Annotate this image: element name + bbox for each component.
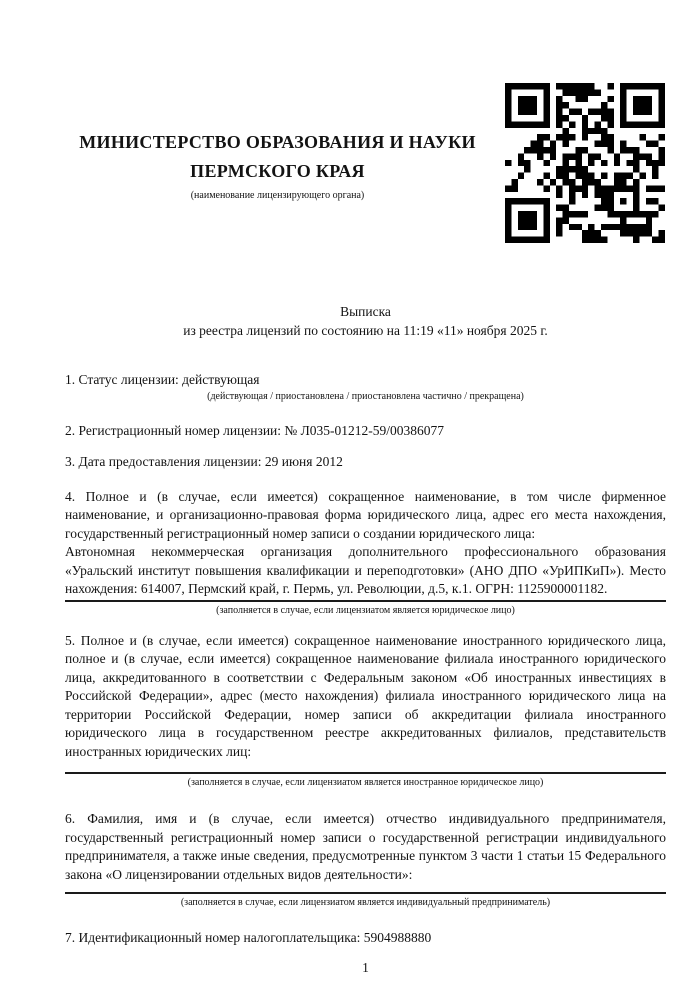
individual-empty-value [65, 884, 666, 891]
foreign-entity-empty-value [65, 761, 666, 771]
field-registration-number: 2. Регистрационный номер лицензии: № Л035-01212-59/00386077 [65, 422, 445, 438]
page-number: 1 [362, 959, 369, 975]
document-title-line1: Выписка [340, 304, 391, 319]
individual-fill-line [65, 892, 666, 894]
foreign-entity-caption: (заполняется в случае, если лицензиатом является иностранное юридическое лицо) [187, 777, 544, 788]
field-license-status: 1. Статус лицензии: действующая [65, 372, 260, 387]
field-foreign-entity-label: 5. Полное и (в случае, если имеется) сокращенное наименование иностранного юридического лица, полное и (в случае, если имеется) сокращенное наименование филиала иностранного юридического лица, аккредитованного в соответствии с Федеральным законом «Об иностранных инвестициях в Российской Федерации», адрес (место нахождения) филиала иностранного юридического лица на территории Российской Федерации, номер записи об аккредитации филиала иностранного юридического лица в государственном реестре аккредитованных филиалов, представительств иностранных юридических лиц: [65, 632, 666, 759]
field-legal-entity-value: Автономная некоммерческая организация дополнительного профессионального образования «Уральский институт повышения квалификации и переподготовки» (АНО ДПО «УрИПКиП»). Место нахождения: 614007, Пермский край, г. Пермь, ул. Революции, д.5, к.1. ОГРН: 1125900001182. [65, 544, 666, 596]
foreign-entity-fill-line [65, 772, 666, 774]
document-title [65, 303, 666, 340]
document-title-line2: из реестра лицензий по состоянию на 11:19 «11» ноября 2025 г. [183, 322, 548, 338]
ministry-name-line2: ПЕРМСКОГО КРАЯ [190, 161, 365, 181]
field-individual-label: 6. Фамилия, имя и (в случае, если имеется) отчество индивидуального предпринимателя, государственный регистрационный номер записи о государственной регистрации индивидуального предпринимателя, а также иные сведения, предусмотренные пунктом 3 части 1 статьи 15 Федерального закона «О лицензировании отдельных видов деятельности»: [65, 811, 666, 882]
field-license-status-caption: (действующая / приостановлена / приостановлена частично / прекращена) [207, 390, 524, 402]
ministry-name-line1: МИНИСТЕРСТВО ОБРАЗОВАНИЯ И НАУКИ [79, 132, 476, 152]
legal-entity-fill-line [65, 600, 666, 602]
field-taxpayer-id: 7. Идентификационный номер налогоплательщика: 5904988880 [65, 930, 432, 945]
field-legal-entity-label: 4. Полное и (в случае, если имеется) сокращенное наименование, в том числе фирменное наименование, и организационно-правовая форма юридического лица, адрес его места нахождения, государственный регистрационный номер записи о создании юридического лица: [65, 488, 666, 541]
field-grant-date: 3. Дата предоставления лицензии: 29 июня 2012 [65, 454, 343, 469]
authority-name-caption: (наименование лицензирующего органа) [190, 190, 365, 201]
individual-caption: (заполняется в случае, если лицензиатом является индивидуальный предприниматель) [180, 897, 551, 908]
document-body [65, 0, 666, 977]
legal-entity-caption: (заполняется в случае, если лицензиатом является юридическое лицо) [216, 604, 515, 616]
